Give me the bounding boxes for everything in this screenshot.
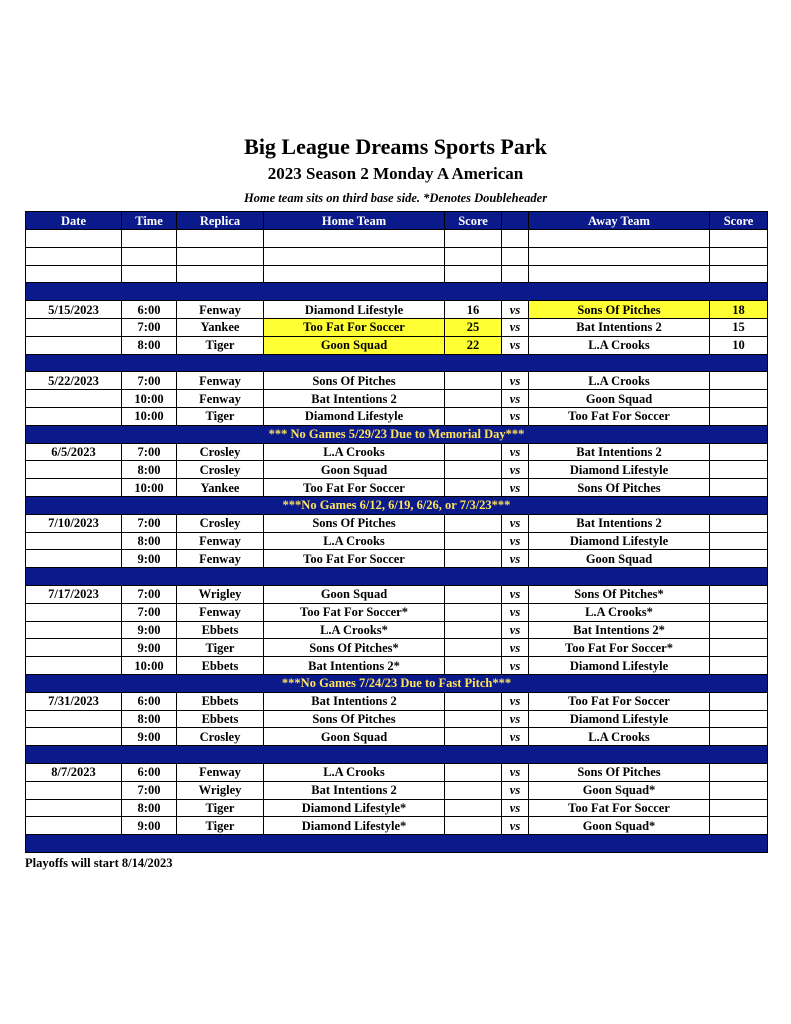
blank-cell <box>445 265 502 283</box>
cell-date <box>26 799 122 817</box>
schedule-table <box>25 211 768 853</box>
cell-time: 10:00 <box>122 407 177 425</box>
divider-note: *** No Games 5/29/23 Due to Memorial Day*** <box>26 425 768 443</box>
cell-vs: vs <box>502 763 529 781</box>
cell-home-team: Diamond Lifestyle* <box>264 799 445 817</box>
cell-vs: vs <box>502 781 529 799</box>
game-row <box>26 781 768 799</box>
playoffs-footer: Playoffs will start 8/14/2023 <box>25 856 173 870</box>
cell-vs: vs <box>502 639 529 657</box>
blank-cell <box>122 247 177 265</box>
cell-vs: vs <box>502 479 529 497</box>
cell-home-score <box>445 781 502 799</box>
game-row <box>26 817 768 835</box>
cell-date <box>26 407 122 425</box>
blank-cell <box>26 230 122 248</box>
cell-home-score <box>445 603 502 621</box>
schedule-note: Home team sits on third base side. *Denotes Doubleheader <box>243 191 548 205</box>
game-row <box>26 390 768 408</box>
cell-away-team: Sons Of Pitches <box>529 301 710 319</box>
cell-date: 7/10/2023 <box>26 514 122 532</box>
cell-replica: Ebbets <box>177 710 264 728</box>
game-row <box>26 550 768 568</box>
cell-home-team: Diamond Lifestyle* <box>264 817 445 835</box>
cell-home-score <box>445 585 502 603</box>
cell-date <box>26 781 122 799</box>
cell-away-score <box>710 621 768 639</box>
header-time: Time <box>122 212 177 230</box>
cell-home-team: Bat Intentions 2 <box>264 390 445 408</box>
cell-away-team: L.A Crooks <box>529 372 710 390</box>
divider-note <box>26 746 768 764</box>
cell-time: 7:00 <box>122 372 177 390</box>
cell-vs: vs <box>502 532 529 550</box>
cell-replica: Fenway <box>177 550 264 568</box>
cell-home-score: 22 <box>445 336 502 354</box>
cell-date: 6/5/2023 <box>26 443 122 461</box>
cell-away-score <box>710 514 768 532</box>
divider-note: ***No Games 6/12, 6/19, 6/26, or 7/3/23*** <box>26 496 768 514</box>
cell-vs: vs <box>502 621 529 639</box>
cell-date <box>26 657 122 675</box>
cell-away-team: Goon Squad* <box>529 817 710 835</box>
blank-cell <box>502 230 529 248</box>
cell-home-score <box>445 479 502 497</box>
blank-cell <box>177 265 264 283</box>
cell-away-team: Diamond Lifestyle <box>529 657 710 675</box>
cell-away-team: Sons Of Pitches* <box>529 585 710 603</box>
cell-replica: Crosley <box>177 514 264 532</box>
cell-away-team: Too Fat For Soccer <box>529 692 710 710</box>
cell-home-team: Sons Of Pitches <box>264 710 445 728</box>
cell-away-team: Goon Squad* <box>529 781 710 799</box>
cell-date <box>26 479 122 497</box>
game-row <box>26 372 768 390</box>
cell-away-score <box>710 763 768 781</box>
cell-home-team: Goon Squad <box>264 461 445 479</box>
cell-date <box>26 318 122 336</box>
cell-home-score <box>445 461 502 479</box>
cell-time: 7:00 <box>122 585 177 603</box>
cell-time: 10:00 <box>122 657 177 675</box>
blank-cell <box>710 230 768 248</box>
cell-home-score <box>445 710 502 728</box>
cell-vs: vs <box>502 461 529 479</box>
cell-away-score <box>710 443 768 461</box>
cell-home-team: Bat Intentions 2 <box>264 781 445 799</box>
cell-away-team: Diamond Lifestyle <box>529 532 710 550</box>
divider-note <box>26 835 768 853</box>
cell-away-score <box>710 657 768 675</box>
cell-home-score <box>445 532 502 550</box>
cell-time: 10:00 <box>122 390 177 408</box>
cell-vs: vs <box>502 817 529 835</box>
cell-time: 7:00 <box>122 603 177 621</box>
divider-row <box>26 354 768 372</box>
cell-time: 6:00 <box>122 301 177 319</box>
page-title: Big League Dreams Sports Park <box>244 134 547 159</box>
blank-row <box>26 265 768 283</box>
cell-replica: Yankee <box>177 479 264 497</box>
blank-cell <box>445 247 502 265</box>
cell-vs: vs <box>502 372 529 390</box>
cell-date: 7/31/2023 <box>26 692 122 710</box>
cell-time: 7:00 <box>122 443 177 461</box>
cell-time: 7:00 <box>122 318 177 336</box>
divider-note: ***No Games 7/24/23 Due to Fast Pitch*** <box>26 674 768 692</box>
header-away-score: Score <box>710 212 768 230</box>
cell-home-score <box>445 763 502 781</box>
cell-home-score <box>445 372 502 390</box>
divider-row <box>26 674 768 692</box>
table-header-row <box>26 212 768 230</box>
cell-away-score <box>710 550 768 568</box>
blank-cell <box>502 247 529 265</box>
cell-vs: vs <box>502 799 529 817</box>
cell-time: 7:00 <box>122 514 177 532</box>
cell-date: 8/7/2023 <box>26 763 122 781</box>
cell-time: 6:00 <box>122 692 177 710</box>
cell-away-score <box>710 407 768 425</box>
cell-date <box>26 532 122 550</box>
cell-home-team: Too Fat For Soccer* <box>264 603 445 621</box>
blank-cell <box>445 230 502 248</box>
cell-home-score: 25 <box>445 318 502 336</box>
cell-replica: Fenway <box>177 301 264 319</box>
cell-away-team: Goon Squad <box>529 390 710 408</box>
cell-away-team: Goon Squad <box>529 550 710 568</box>
cell-vs: vs <box>502 443 529 461</box>
divider-note <box>26 283 768 301</box>
cell-home-team: Sons Of Pitches <box>264 514 445 532</box>
cell-replica: Fenway <box>177 372 264 390</box>
cell-home-score <box>445 550 502 568</box>
cell-vs: vs <box>502 550 529 568</box>
cell-home-score <box>445 443 502 461</box>
game-row <box>26 799 768 817</box>
cell-home-score <box>445 728 502 746</box>
cell-vs: vs <box>502 692 529 710</box>
game-row <box>26 657 768 675</box>
cell-vs: vs <box>502 407 529 425</box>
cell-home-score <box>445 514 502 532</box>
cell-replica: Wrigley <box>177 585 264 603</box>
blank-cell <box>264 230 445 248</box>
cell-away-score: 15 <box>710 318 768 336</box>
header-date: Date <box>26 212 122 230</box>
cell-away-team: Too Fat For Soccer <box>529 799 710 817</box>
cell-time: 8:00 <box>122 532 177 550</box>
cell-away-team: L.A Crooks* <box>529 603 710 621</box>
cell-vs: vs <box>502 318 529 336</box>
cell-away-team: Diamond Lifestyle <box>529 461 710 479</box>
cell-time: 8:00 <box>122 336 177 354</box>
cell-time: 9:00 <box>122 817 177 835</box>
cell-replica: Fenway <box>177 763 264 781</box>
cell-away-score <box>710 390 768 408</box>
blank-row <box>26 247 768 265</box>
cell-away-score <box>710 461 768 479</box>
cell-replica: Tiger <box>177 799 264 817</box>
header-away-team: Away Team <box>529 212 710 230</box>
game-row <box>26 585 768 603</box>
cell-home-team: Goon Squad <box>264 728 445 746</box>
cell-home-team: L.A Crooks <box>264 763 445 781</box>
cell-date <box>26 603 122 621</box>
cell-vs: vs <box>502 603 529 621</box>
blank-cell <box>529 265 710 283</box>
cell-replica: Crosley <box>177 443 264 461</box>
cell-away-team: Too Fat For Soccer <box>529 407 710 425</box>
blank-cell <box>502 265 529 283</box>
cell-away-team: Diamond Lifestyle <box>529 710 710 728</box>
cell-away-team: Bat Intentions 2* <box>529 621 710 639</box>
cell-away-score <box>710 585 768 603</box>
header-home-score: Score <box>445 212 502 230</box>
cell-home-score <box>445 390 502 408</box>
cell-replica: Tiger <box>177 336 264 354</box>
cell-away-team: L.A Crooks <box>529 336 710 354</box>
cell-home-score <box>445 692 502 710</box>
cell-away-team: Sons Of Pitches <box>529 763 710 781</box>
blank-cell <box>710 265 768 283</box>
divider-row <box>26 746 768 764</box>
cell-home-team: Diamond Lifestyle <box>264 301 445 319</box>
game-row <box>26 318 768 336</box>
cell-vs: vs <box>502 390 529 408</box>
game-row <box>26 763 768 781</box>
game-row <box>26 301 768 319</box>
cell-date <box>26 728 122 746</box>
cell-away-team: Sons Of Pitches <box>529 479 710 497</box>
cell-home-team: Bat Intentions 2* <box>264 657 445 675</box>
cell-home-team: Goon Squad <box>264 336 445 354</box>
cell-home-team: Diamond Lifestyle <box>264 407 445 425</box>
cell-time: 10:00 <box>122 479 177 497</box>
cell-away-score <box>710 710 768 728</box>
cell-replica: Tiger <box>177 639 264 657</box>
divider-row <box>26 568 768 586</box>
blank-cell <box>177 230 264 248</box>
game-row <box>26 621 768 639</box>
cell-date <box>26 461 122 479</box>
cell-replica: Ebbets <box>177 657 264 675</box>
cell-replica: Fenway <box>177 390 264 408</box>
cell-date <box>26 336 122 354</box>
cell-home-score <box>445 407 502 425</box>
blank-cell <box>26 247 122 265</box>
cell-replica: Ebbets <box>177 621 264 639</box>
cell-date: 5/22/2023 <box>26 372 122 390</box>
header-replica: Replica <box>177 212 264 230</box>
cell-away-score: 18 <box>710 301 768 319</box>
cell-vs: vs <box>502 657 529 675</box>
game-row <box>26 514 768 532</box>
cell-away-score <box>710 799 768 817</box>
game-row <box>26 603 768 621</box>
cell-time: 9:00 <box>122 728 177 746</box>
cell-time: 9:00 <box>122 621 177 639</box>
header-vs <box>502 212 529 230</box>
cell-away-team: Bat Intentions 2 <box>529 514 710 532</box>
cell-home-score <box>445 799 502 817</box>
cell-away-team: Bat Intentions 2 <box>529 443 710 461</box>
blank-cell <box>122 265 177 283</box>
cell-away-score <box>710 728 768 746</box>
cell-replica: Fenway <box>177 532 264 550</box>
blank-cell <box>177 247 264 265</box>
cell-date <box>26 390 122 408</box>
cell-away-score <box>710 479 768 497</box>
divider-row <box>26 496 768 514</box>
cell-time: 8:00 <box>122 799 177 817</box>
cell-home-score: 16 <box>445 301 502 319</box>
cell-home-team: Too Fat For Soccer <box>264 550 445 568</box>
divider-row <box>26 283 768 301</box>
cell-away-score <box>710 603 768 621</box>
cell-date <box>26 639 122 657</box>
blank-cell <box>710 247 768 265</box>
cell-home-team: L.A Crooks* <box>264 621 445 639</box>
cell-away-team: Bat Intentions 2 <box>529 318 710 336</box>
schedule-body <box>26 230 768 853</box>
divider-note <box>26 568 768 586</box>
blank-cell <box>529 247 710 265</box>
game-row <box>26 407 768 425</box>
cell-replica: Crosley <box>177 728 264 746</box>
cell-vs: vs <box>502 728 529 746</box>
blank-cell <box>529 230 710 248</box>
cell-date <box>26 550 122 568</box>
cell-vs: vs <box>502 301 529 319</box>
cell-vs: vs <box>502 514 529 532</box>
cell-date <box>26 817 122 835</box>
game-row <box>26 532 768 550</box>
cell-date: 5/15/2023 <box>26 301 122 319</box>
cell-away-score <box>710 817 768 835</box>
cell-vs: vs <box>502 585 529 603</box>
game-row <box>26 639 768 657</box>
blank-row <box>26 230 768 248</box>
cell-home-team: Bat Intentions 2 <box>264 692 445 710</box>
game-row <box>26 728 768 746</box>
game-row <box>26 461 768 479</box>
game-row <box>26 710 768 728</box>
page-subtitle: 2023 Season 2 Monday A American <box>267 164 524 183</box>
divider-note <box>26 354 768 372</box>
cell-away-score: 10 <box>710 336 768 354</box>
cell-replica: Tiger <box>177 407 264 425</box>
cell-time: 8:00 <box>122 710 177 728</box>
cell-home-team: Too Fat For Soccer <box>264 318 445 336</box>
game-row <box>26 336 768 354</box>
cell-time: 9:00 <box>122 639 177 657</box>
cell-replica: Fenway <box>177 603 264 621</box>
cell-home-team: L.A Crooks <box>264 532 445 550</box>
header-home-team: Home Team <box>264 212 445 230</box>
cell-vs: vs <box>502 336 529 354</box>
cell-replica: Crosley <box>177 461 264 479</box>
cell-time: 6:00 <box>122 763 177 781</box>
cell-home-score <box>445 657 502 675</box>
cell-time: 7:00 <box>122 781 177 799</box>
game-row <box>26 692 768 710</box>
cell-home-team: Goon Squad <box>264 585 445 603</box>
cell-away-score <box>710 372 768 390</box>
cell-date: 7/17/2023 <box>26 585 122 603</box>
cell-home-score <box>445 639 502 657</box>
cell-time: 8:00 <box>122 461 177 479</box>
cell-away-team: Too Fat For Soccer* <box>529 639 710 657</box>
cell-away-score <box>710 692 768 710</box>
blank-cell <box>122 230 177 248</box>
blank-cell <box>264 247 445 265</box>
cell-away-score <box>710 532 768 550</box>
cell-time: 9:00 <box>122 550 177 568</box>
cell-vs: vs <box>502 710 529 728</box>
game-row <box>26 479 768 497</box>
cell-replica: Tiger <box>177 817 264 835</box>
cell-home-team: Too Fat For Soccer <box>264 479 445 497</box>
cell-home-team: Sons Of Pitches* <box>264 639 445 657</box>
cell-date <box>26 621 122 639</box>
cell-home-team: Sons Of Pitches <box>264 372 445 390</box>
cell-away-team: L.A Crooks <box>529 728 710 746</box>
cell-home-team: L.A Crooks <box>264 443 445 461</box>
cell-replica: Wrigley <box>177 781 264 799</box>
cell-away-score <box>710 639 768 657</box>
cell-home-score <box>445 621 502 639</box>
cell-replica: Ebbets <box>177 692 264 710</box>
cell-date <box>26 710 122 728</box>
divider-row <box>26 835 768 853</box>
cell-home-score <box>445 817 502 835</box>
cell-away-score <box>710 781 768 799</box>
game-row <box>26 443 768 461</box>
divider-row <box>26 425 768 443</box>
blank-cell <box>264 265 445 283</box>
blank-cell <box>26 265 122 283</box>
cell-replica: Yankee <box>177 318 264 336</box>
